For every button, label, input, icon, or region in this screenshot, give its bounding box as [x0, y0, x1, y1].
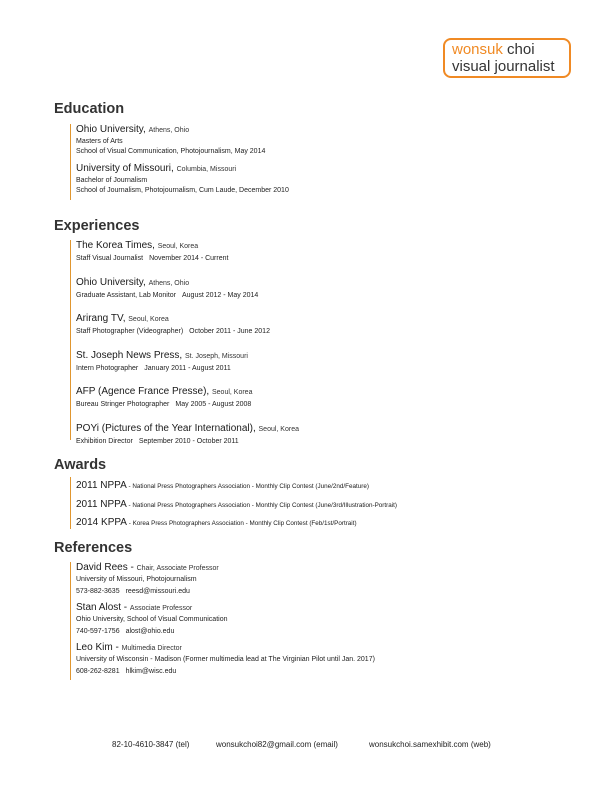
award-item: [76, 477, 397, 496]
reference-name: Stan Alost -: [76, 602, 128, 613]
references-heading: References: [54, 540, 133, 556]
awards-list: [70, 477, 397, 529]
awards-heading: Awards: [54, 457, 107, 473]
education-list: [70, 124, 289, 200]
experience-org: Ohio University,: [76, 276, 146, 288]
reference-item: [76, 602, 375, 636]
education-item: [76, 124, 289, 156]
experience-dates: May 2005 - August 2008: [175, 401, 252, 408]
education-detail: School of Journalism, Photojournalism, Cum Laude, December 2010: [76, 186, 289, 194]
experience-role: Staff Visual Journalist: [76, 255, 144, 262]
experience-item: [76, 277, 299, 301]
experience-item: [76, 313, 299, 337]
experience-item: [76, 350, 299, 374]
education-detail: School of Visual Communication, Photojournalism, May 2014: [76, 147, 266, 155]
education-degree: Masters of Arts: [76, 138, 123, 145]
experience-role: Exhibition Director: [76, 437, 133, 445]
experience-org: St. Joseph News Press,: [76, 349, 183, 361]
reference-phone: 573-882-3635: [76, 587, 120, 595]
award-title: 2014 KPPA: [76, 517, 127, 528]
experience-org: The Korea Times,: [76, 240, 155, 251]
award-detail: - Korea Press Photographers Association - Monthly Clip Contest (Feb/1st/Portrait): [126, 520, 357, 527]
experience-role: Graduate Assistant, Lab Monitor: [76, 291, 176, 299]
reference-affiliation: Ohio University, School of Visual Communication: [76, 616, 228, 623]
reference-item: [76, 642, 375, 676]
footer-phone: 82-10-4610-3847 (tel): [112, 740, 190, 749]
reference-name: Leo Kim -: [76, 642, 119, 653]
award-detail: - National Press Photographers Association - Monthly Clip Contest (June/3rd/Illustration-Portrait): [126, 501, 397, 509]
reference-role: Associate Professor: [129, 605, 193, 612]
reference-item: [76, 562, 375, 596]
experience-role: Bureau Stringer Photographer: [76, 401, 170, 408]
experiences-list: [70, 240, 299, 445]
reference-role: Chair, Associate Professor: [136, 565, 219, 572]
experience-org: POYi (Pictures of the Year International),: [76, 422, 256, 434]
reference-name: David Rees -: [76, 562, 134, 573]
experience-dates: November 2014 - Current: [149, 255, 229, 262]
experience-location: Seoul, Korea: [128, 316, 169, 323]
experience-role: Intern Photographer: [76, 364, 139, 372]
education-degree: Bachelor of Journalism: [76, 177, 148, 184]
reference-affiliation: University of Missouri, Photojournalism: [76, 576, 197, 583]
experience-location: Athens, Ohio: [148, 279, 190, 287]
award-title: 2011 NPPA: [76, 480, 127, 491]
reference-email: hlkim@wisc.edu: [125, 667, 177, 675]
experience-location: Seoul, Korea: [258, 425, 299, 433]
award-item: [76, 496, 397, 515]
experience-org: Arirang TV,: [76, 313, 126, 324]
references-list: [70, 562, 375, 680]
award-title: 2011 NPPA: [76, 498, 127, 510]
award-detail: - National Press Photographers Association - Monthly Clip Contest (June/2nd/Feature): [126, 483, 369, 490]
logo-first-name: wonsuk: [452, 41, 503, 58]
reference-email: alost@ohio.edu: [125, 627, 175, 635]
experience-location: Seoul, Korea: [157, 243, 199, 250]
experience-item: [76, 240, 299, 264]
reference-affiliation: University of Wisconsin - Madison (Former multimedia lead at The Virginian Pilot until Jan. 2017): [76, 656, 375, 663]
logo-last-name: choi: [507, 41, 535, 58]
experience-item: [76, 423, 299, 447]
experience-location: Seoul, Korea: [211, 389, 253, 396]
award-item: [76, 514, 397, 533]
experience-dates: October 2011 - June 2012: [189, 328, 270, 335]
education-item: [76, 163, 289, 195]
experience-role: Staff Photographer (Videographer): [76, 328, 184, 335]
logo-name: [452, 42, 535, 58]
education-org: University of Missouri,: [76, 163, 174, 174]
logo-title: visual journalist: [452, 58, 555, 75]
experience-location: St. Joseph, Missouri: [184, 352, 248, 360]
experience-dates: August 2012 - May 2014: [182, 291, 259, 299]
reference-phone: 740-597-1756: [76, 627, 120, 635]
experience-item: [76, 386, 299, 410]
footer-email: wonsukchoi82@gmail.com (email): [216, 740, 338, 749]
reference-email: reesd@missouri.edu: [125, 587, 190, 595]
logo: [443, 38, 571, 78]
education-location: Athens, Ohio: [148, 127, 190, 134]
footer-website: wonsukchoi.samexhibit.com (web): [369, 740, 491, 749]
experience-org: AFP (Agence France Presse),: [76, 386, 210, 397]
experiences-heading: Experiences: [54, 218, 140, 234]
education-heading: Education: [54, 101, 125, 117]
education-org: Ohio University,: [76, 124, 146, 135]
experience-dates: January 2011 - August 2011: [144, 364, 231, 372]
reference-role: Multimedia Director: [121, 645, 182, 652]
education-location: Columbia, Missouri: [176, 166, 237, 173]
reference-phone: 608-262-8281: [76, 667, 120, 675]
experience-dates: September 2010 - October 2011: [138, 437, 239, 445]
